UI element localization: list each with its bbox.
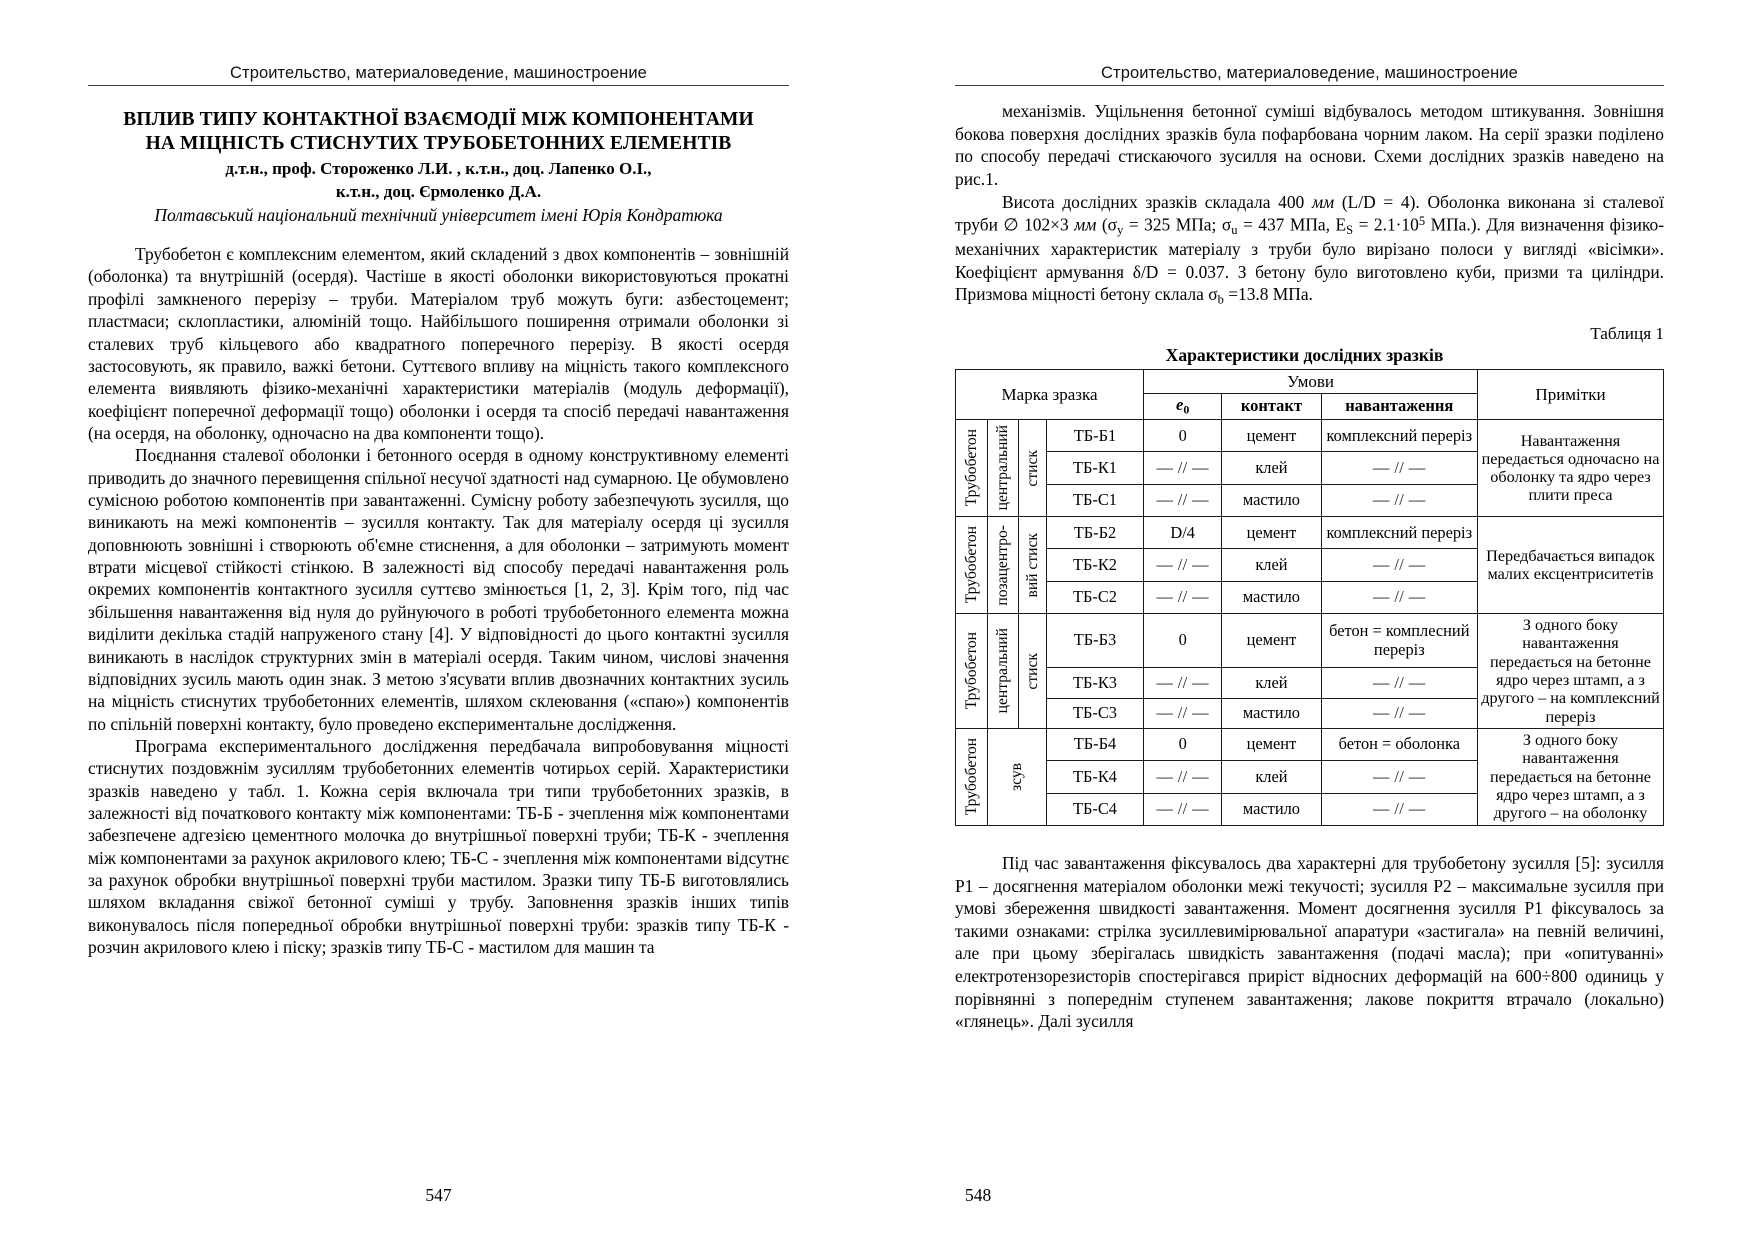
- group-label-a-3: Трубобетон: [956, 728, 988, 825]
- table-row: [956, 517, 1664, 549]
- th-navantazhennya: навантаження: [1321, 394, 1477, 420]
- cell-load: — // —: [1321, 793, 1477, 825]
- cell-contact: клей: [1222, 668, 1321, 698]
- cell-contact: цемент: [1222, 728, 1321, 760]
- paragraph-intro: Трубобетон є комплексним елементом, який складений з двох компонентів – зовнішній (оболонка) та внутрішній (осердя). Частіше в якості оболонки використовуються прокатні профілі замкненого перерізу – труби. Матеріалом труб можуть буги: азбестоцемент; пластмаси; склопластики, алюміній тощо. Найбільшого поширення отримали оболонки зі сталевих труб кільцевого або квадратного поперечного перерізу. В якості осердя застосовують, як правило, важкі бетони. Суттєвого впливу на міцність такого комплексного елемента виявляють фізико-механічні характеристики матеріалів (модуль деформації), коефіцієнт поперечної деформації тощо) оболонки і осердя та спосіб передачі навантаження (на осердя, на оболонку, одночасно на два компоненти тощо).: [88, 244, 789, 443]
- cell-e0: — // —: [1144, 549, 1222, 581]
- table-number: Таблиця 1: [1590, 324, 1664, 344]
- cell-contact: мастило: [1222, 793, 1321, 825]
- cell-mark: ТБ-Б4: [1046, 728, 1143, 760]
- cell-contact: цемент: [1222, 420, 1321, 452]
- authors-line2: к.т.н., доц. Єрмоленко Д.А.: [335, 181, 542, 201]
- cell-mark: ТБ-Б2: [1046, 517, 1143, 549]
- th-e0-symbol: e: [1176, 395, 1184, 415]
- cell-load: — // —: [1321, 761, 1477, 793]
- group-label-c-0: стиск: [1019, 420, 1046, 517]
- cell-mark: ТБ-Б3: [1046, 614, 1143, 668]
- group-label-b-0: центральний: [987, 420, 1019, 517]
- cell-contact: цемент: [1222, 614, 1321, 668]
- cell-load: бетон = оболонка: [1321, 728, 1477, 760]
- th-kontakt: контакт: [1222, 394, 1321, 420]
- cell-load: — // —: [1321, 698, 1477, 728]
- title-block: [88, 108, 789, 226]
- affiliation: Полтавський національний технічний університет імені Юрія Кондратюка: [154, 205, 723, 226]
- cell-e0: — // —: [1144, 793, 1222, 825]
- cell-contact: клей: [1222, 761, 1321, 793]
- cell-load: комплексний переріз: [1321, 517, 1477, 549]
- cell-load: — // —: [1321, 549, 1477, 581]
- cell-contact: мастило: [1222, 581, 1321, 613]
- group-label-a-2: Трубобетон: [956, 614, 988, 729]
- cell-note-2: З одного боку навантаження передається на бетонне ядро через штамп, а з другого – на комплексний переріз: [1478, 614, 1664, 729]
- cell-e0: — // —: [1144, 668, 1222, 698]
- th-e0-subscript: 0: [1183, 402, 1190, 417]
- paragraph-combination: Поєднання сталевої оболонки і бетонного осердя в одному конструктивному елементі приводить до значного перевищення спільної несучої здатності над сумарною. Це обумовлено сумісною роботою компонентів при завантаженні. Сумісну роботу забезпечують зусилля, що виникають на межі компонентів – зусилля контакту. Так для матеріалу осердя ці зусилля доповнюють зовнішні і створюють об'ємне стиснення, а для оболонки – затримують момент втрати місцевої стійкості стінкою. В залежності від способу передачі навантаження роль окремих компонентів контактного зусилля суттєво змінюється [1, 2, 3]. Крім того, під час збільшення навантаження від нуля до руйнуючого в роботі трубобетонного елемента можна виділити декілька стадій напруженого стану [4]. У відповідності до цього контактні зусилля виникають в наслідок структурних змін в матеріалі осердя. Таким чином, числові значення відповідних зусиль мають один знак. З метою з'ясувати вплив двозначних контактних зусиль на міцність стиснутих трубобетонних елементів, шляхом склеювання («спаю») компонентів по спільній поверхні контакту, було проведено експериментальне дослідження.: [88, 445, 789, 734]
- cell-e0: — // —: [1144, 484, 1222, 516]
- running-head-left: Строительство, материаловедение, машиностроение: [230, 64, 647, 82]
- th-prymitky: Примітки: [1478, 370, 1664, 420]
- cell-mark: ТБ-С4: [1046, 793, 1143, 825]
- cell-e0: D/4: [1144, 517, 1222, 549]
- cell-mark: ТБ-К4: [1046, 761, 1143, 793]
- header-rule-right: [955, 85, 1664, 86]
- cell-contact: клей: [1222, 549, 1321, 581]
- table-title: Характеристики дослідних зразків: [1165, 345, 1444, 366]
- cell-note-3: З одного боку навантаження передається на бетонне ядро через штамп, а з другого – на оболонку: [1478, 728, 1664, 825]
- cell-contact: мастило: [1222, 484, 1321, 516]
- cell-mark: ТБ-С1: [1046, 484, 1143, 516]
- cell-mark: ТБ-К1: [1046, 452, 1143, 484]
- page-right: [877, 0, 1754, 1240]
- cell-e0: — // —: [1144, 761, 1222, 793]
- paragraph-specimen-specs: Висота дослідних зразків складала 400 мм (L/D = 4). Оболонка виконана зі сталевої труби ∅ 102×3 мм ($\sigma_y = 325$ МПа; $\sigma_u = 437$ МПа, $E_S = 2.1\cdot 10^5$ МПа.). Для визначення фізико-механічних характеристик матеріалу з труби було вирізано полоси у вигляді «вісімки». Коефіцієнт армування δ/D = 0.037. З бетону було виготовлено куби, призми та циліндри. Призмова міцності бетону склала $\sigma_b =13.8$ МПа.: [955, 191, 1665, 307]
- article-title-line2: НА МІЦНІСТЬ СТИСНУТИХ ТРУБОБЕТОННИХ ЕЛЕМЕНТІВ: [145, 132, 732, 154]
- cell-mark: ТБ-К2: [1046, 549, 1143, 581]
- cell-note-0: Навантаження передається одночасно на оболонку та ядро через плити преса: [1478, 420, 1664, 517]
- cell-mark: ТБ-С2: [1046, 581, 1143, 613]
- cell-load: — // —: [1321, 668, 1477, 698]
- paragraph-loading: Під час завантаження фіксувалось два характерні для трубобетону зусилля [5]: зусилля Р1 – досягнення матеріалом оболонки межі текучості; зусилля Р2 – максимальне зусилля при умові збереження швидкості завантаження. Момент досягнення зусилля Р1 фіксувалось за такими ознаками: стрілка зусиллевимірювальної апаратури «застигала» на певній величині, але при цьому зберігалась швидкість завантаження (подачі масла); при «опитуванні» електротензорезисторів спостерігався приріст відносних деформацій на 600÷800 одиниць у порівнянні з попереднім ступенем завантаження; лакове покриття втрачало (локально) «глянець». Далі зусилля: [955, 852, 1664, 1032]
- cell-e0: 0: [1144, 420, 1222, 452]
- group-label-c-2: стиск: [1019, 614, 1046, 729]
- cell-note-1: Передбачається випадок малих ексцентриситетів: [1478, 517, 1664, 614]
- page-number-left: 547: [425, 1185, 452, 1205]
- group-label-a-1: Трубобетон: [956, 517, 988, 614]
- table-row: [956, 420, 1664, 452]
- cell-contact: мастило: [1222, 698, 1321, 728]
- cell-e0: — // —: [1144, 581, 1222, 613]
- table-row: [956, 614, 1664, 668]
- cell-load: — // —: [1321, 484, 1477, 516]
- cell-mark: ТБ-С3: [1046, 698, 1143, 728]
- table-row: [956, 728, 1664, 760]
- cell-load: — // —: [1321, 452, 1477, 484]
- th-marka: Марка зразка: [956, 370, 1144, 420]
- authors-line1: д.т.н., проф. Стороженко Л.И. , к.т.н., доц. Лапенко О.І.,: [225, 158, 652, 178]
- cell-load: бетон = комплесний переріз: [1321, 614, 1477, 668]
- cell-e0: 0: [1144, 614, 1222, 668]
- article-title-line1: ВПЛИВ ТИПУ КОНТАКТНОЇ ВЗАЄМОДІЇ МІЖ КОМПОНЕНТАМИ: [123, 109, 754, 130]
- cell-mark: ТБ-К3: [1046, 668, 1143, 698]
- group-label-a-0: Трубобетон: [956, 420, 988, 517]
- cell-e0: 0: [1144, 728, 1222, 760]
- cell-contact: клей: [1222, 452, 1321, 484]
- group-label-c-1: вий стиск: [1019, 517, 1046, 614]
- page-number-right: 548: [965, 1185, 992, 1205]
- table-header-row-1: [956, 370, 1664, 394]
- cell-load: комплексний переріз: [1321, 420, 1477, 452]
- th-umovy: Умови: [1144, 370, 1478, 394]
- group-label-b-1: позацентро-: [987, 517, 1019, 614]
- group-label-b-2: центральний: [987, 614, 1019, 729]
- cell-e0: — // —: [1144, 452, 1222, 484]
- th-e0: [1144, 394, 1222, 420]
- cell-contact: цемент: [1222, 517, 1321, 549]
- paragraph-compaction: механізмів. Ущільнення бетонної суміші відбувалось методом штикування. Зовнішня бокова поверхня дослідних зразків була пофарбована чорним лаком. На серії зразки поділено по способу передачі стискаючого зусилля на основи. Схеми дослідних зразків наведено на рис.1.: [955, 101, 1664, 189]
- cell-load: — // —: [1321, 581, 1477, 613]
- cell-mark: ТБ-Б1: [1046, 420, 1143, 452]
- group-label-b-3: зсув: [987, 728, 1046, 825]
- specimen-characteristics-table: [955, 369, 1664, 826]
- running-head-right: Строительство, материаловедение, машиностроение: [1101, 64, 1518, 82]
- header-rule-left: [88, 85, 789, 86]
- paragraph-program: Програма експериментального дослідження передбачала випробовування міцності стиснутих поздовжнім зусиллям трубобетонних елементів чотирьох серій. Характеристики зразків наведено у табл. 1. Кожна серія включала три типи трубобетонних зразків, в залежності від початкового контакту між компонентами: ТБ-Б - зчеплення між компонентами забезпечене адгезією цементного молочка до внутрішньої поверхні труби; ТБ-К - зчеплення між компонентами за рахунок акрилового клею; ТБ-С - зчеплення між компонентами відсутнє за рахунок обробки внутрішньої поверхні труби мастилом. Зразки типу ТБ-Б виготовлялись шляхом вкладання свіжої бетонної суміші у трубу. Заповнення зразків інших типів виконувалось після попередньої обробки внутрішньої поверхні труби: зразків типу ТБ-К - розчин акрилового клею і піску; зразків типу ТБ-С - мастилом для машин та: [88, 735, 789, 958]
- cell-e0: — // —: [1144, 698, 1222, 728]
